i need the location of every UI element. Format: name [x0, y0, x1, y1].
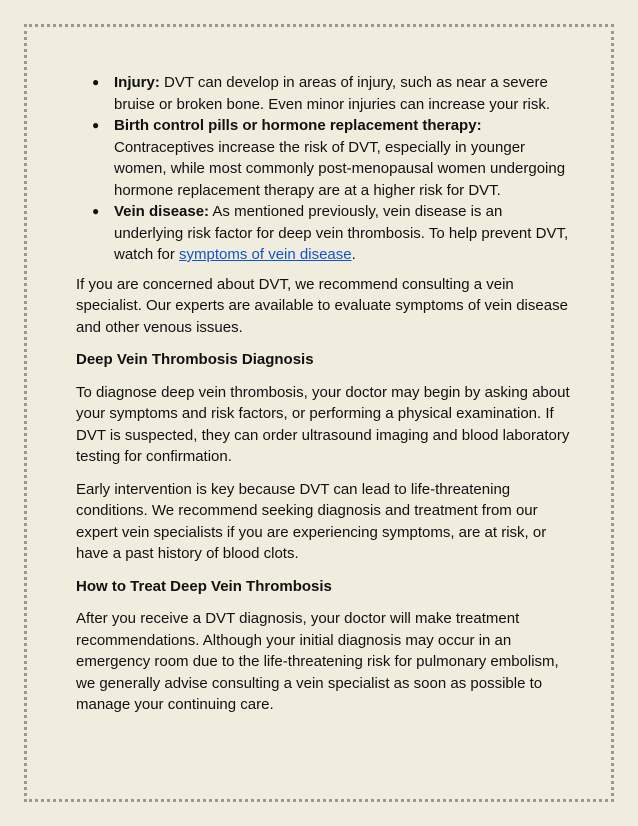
list-item-text-end: .	[351, 246, 356, 263]
list-item	[76, 115, 574, 201]
list-item-text: As mentioned previously, vein disease is an underlying risk factor for deep vein thrombosis. To help prevent DVT, watch for	[114, 203, 569, 263]
bullet-icon: ●	[92, 204, 100, 218]
treatment-heading: How to Treat Deep Vein Thrombosis	[76, 577, 332, 595]
list-item-term: Vein disease:	[114, 203, 210, 220]
list-item-term: Birth control pills or hormone replacement therapy:	[114, 117, 482, 134]
list-item	[76, 72, 574, 115]
diagnosis-paragraph-1: To diagnose deep vein thrombosis, your doctor may begin by asking about your symptoms and risk factors, or performing a physical examination. If DVT is suspected, they can order ultrasound imaging and blood laboratory testing for confirmation.	[76, 383, 570, 465]
diagnosis-paragraph-2: Early intervention is key because DVT can lead to life-threatening conditions. We recommend seeking diagnosis and treatment from our expert vein specialists if you are experiencing symptoms, are at risk, or have a past history of blood clots.	[76, 480, 547, 562]
list-item-text: Contraceptives increase the risk of DVT, especially in younger women, while most commonly post-menopausal women undergoing hormone replacement therapy are at a higher risk for DVT.	[114, 138, 566, 199]
document-body	[76, 72, 574, 727]
intro-paragraph: If you are concerned about DVT, we recommend consulting a vein specialist. Our experts are available to evaluate symptoms of vein disease and other venous issues.	[76, 275, 568, 336]
list-item	[76, 201, 574, 266]
treatment-paragraph-1: After you receive a DVT diagnosis, your doctor will make treatment recommendations. Although your initial diagnosis may occur in an emergency room due to the life-threatening risk for pulmonary embolism, we generally advise consulting a vein specialist as soon as possible to manage your continuing care.	[76, 610, 559, 713]
risk-factor-list	[76, 72, 574, 266]
symptoms-of-vein-disease-link[interactable]: symptoms of vein disease	[179, 246, 352, 263]
diagnosis-heading: Deep Vein Thrombosis Diagnosis	[76, 351, 314, 368]
bullet-icon: ●	[92, 75, 100, 89]
list-item-term: Injury:	[114, 74, 160, 91]
bullet-icon: ●	[92, 118, 100, 132]
list-item-text: DVT can develop in areas of injury, such as near a severe bruise or broken bone. Even minor injuries can increase your risk.	[114, 74, 551, 113]
